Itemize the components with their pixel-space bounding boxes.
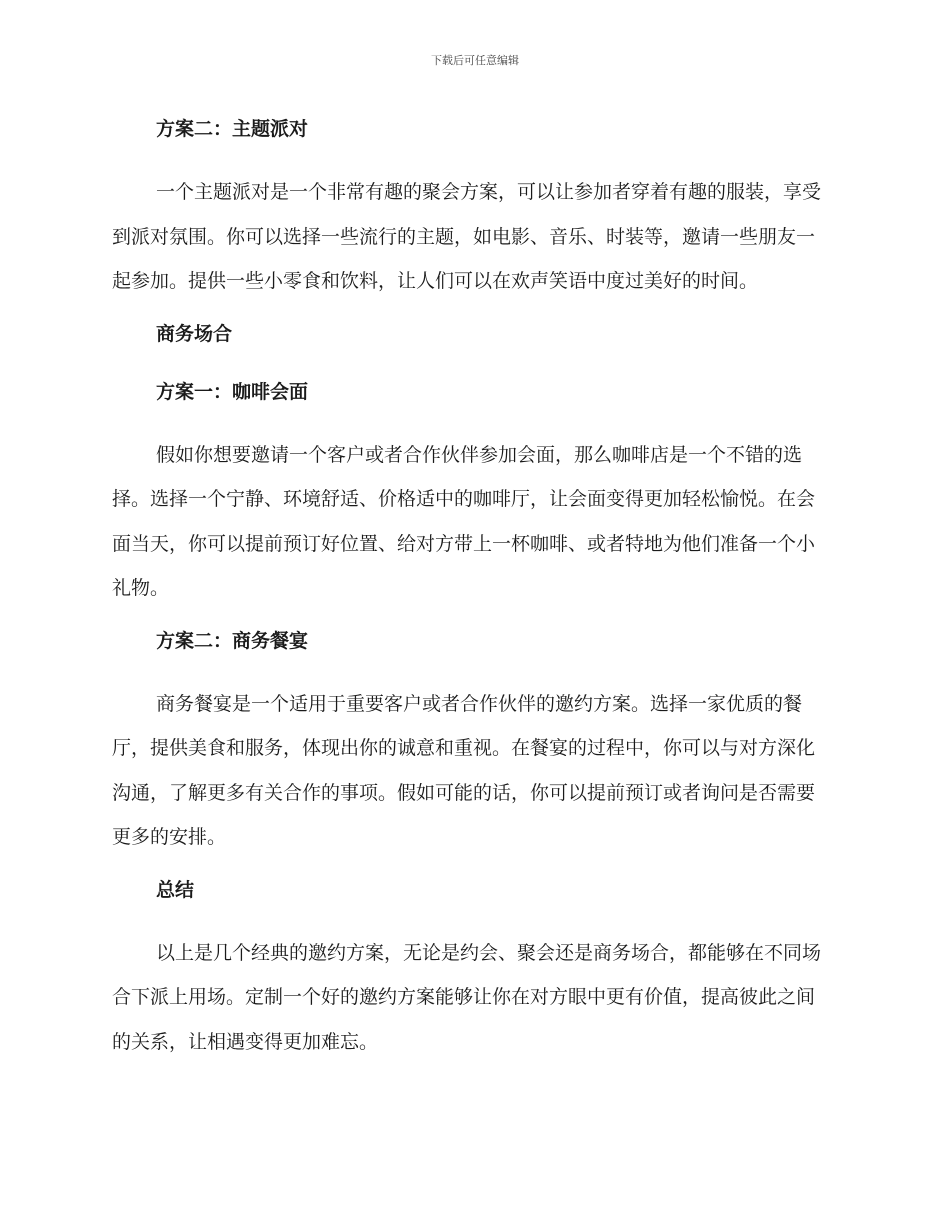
section-heading-summary: 总结 <box>156 878 195 901</box>
section-heading-business-dinner: 方案二：商务餐宴 <box>156 629 309 652</box>
section-heading-business: 商务场合 <box>156 322 233 345</box>
paragraph-business-dinner: 商务餐宴是一个适用于重要客户或者合作伙伴的邀约方案。选择一家优质的餐厅，提供美食和服务，体现出你的诚意和重视。在餐宴的过程中，你可以与对方深化沟通，了解更多有关合作的事项。假如可能的话，你可以提前预订或者询问是否需要更多的安排。 <box>112 692 816 848</box>
paragraph-coffee-meeting: 假如你想要邀请一个客户或者合作伙伴参加会面，那么咖啡店是一个不错的选择。选择一个宁静、环境舒适、价格适中的咖啡厅，让会面变得更加轻松愉悦。在会面当天，你可以提前预订好位置、给对方带上一杯咖啡、或者特地为他们准备一个小礼物。 <box>112 443 816 599</box>
section-heading-theme-party: 方案二：主题派对 <box>156 118 309 140</box>
paragraph-summary: 以上是几个经典的邀约方案，无论是约会、聚会还是商务场合，都能够在不同场合下派上用场。定制一个好的邀约方案能够让你在对方眼中更有价值，提高彼此之间的关系，让相遇变得更加难忘。 <box>112 941 822 1053</box>
paragraph-theme-party: 一个主题派对是一个非常有趣的聚会方案，可以让参加者穿着有趣的服装，享受到派对氛围。你可以选择一些流行的主题，如电影、音乐、时装等，邀请一些朋友一起参加。提供一些小零食和饮料，让人们可以在欢声笑语中度过美好的时间。 <box>112 181 822 292</box>
document-body <box>112 112 832 1077</box>
page-header: 下载后可任意编辑 <box>431 54 519 67</box>
section-heading-coffee-meeting: 方案一：咖啡会面 <box>156 380 309 403</box>
